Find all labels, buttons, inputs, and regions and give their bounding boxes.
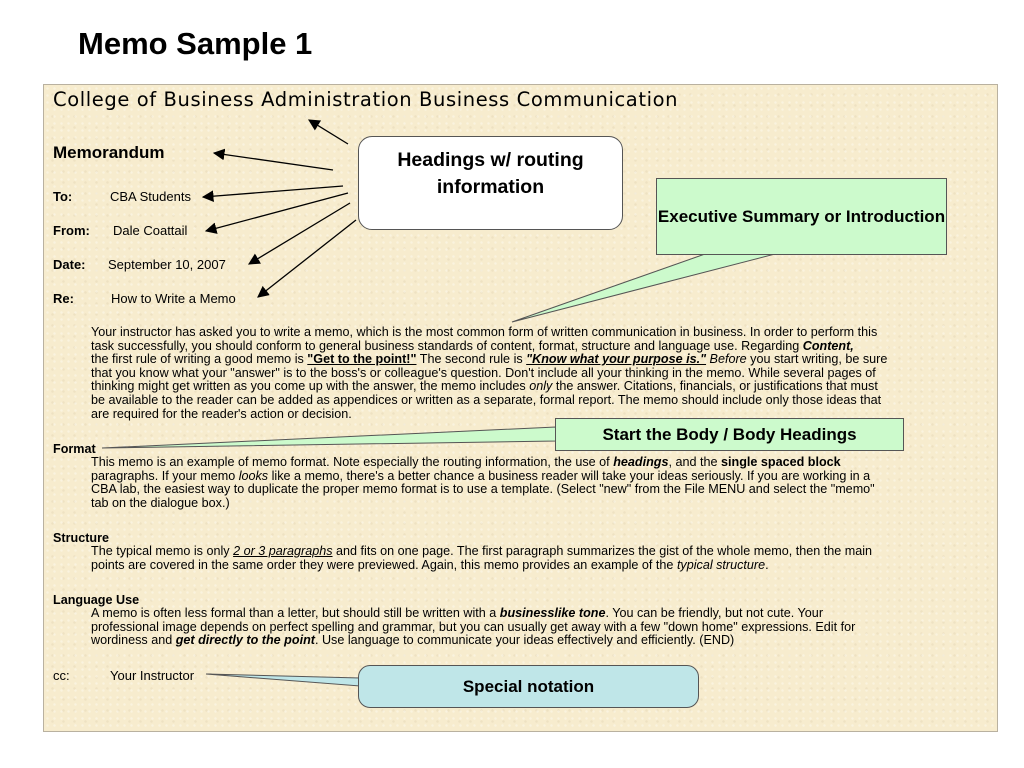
routing-arrows	[203, 120, 356, 297]
arrow-to-from	[206, 193, 348, 231]
intro-paragraph: Your instructor has asked you to write a memo, which is the most common form of written communication in business. In order to perform this task successfully, you should conform to general business standards of content, format, structure and language use. Regarding Content, the first rule of writing a good memo is "Get to the point!" The second rule is "Know what your purpose is." Before you start writing, be sure that you know what your "answer" is to the boss's or colleague's question. Don't include all your thinking in the memo. While several pages of thinking might get written as you come up with the answer, the memo includes only the answer. Citations, financials, or justifications that must be available to the reader can be added as appendices or written as a separate, formal report. The memo should include only those ideas that are required for the reader's action or decision.	[91, 325, 888, 421]
callout-routing-headings: Headings w/ routing information	[358, 136, 623, 230]
format-paragraph: This memo is an example of memo format. Note especially the routing information, the use of headings, and the single spaced block paragraphs. If your memo looks like a memo, there's a better chance a business reader will take your ideas seriously. If you are working in a CBA lab, the easiest way to duplicate the proper memo format is to use a template. (Select "new" from the File MENU and select the "memo" tab on the dialogue box.)	[91, 455, 875, 510]
from-value: Dale Coattail	[113, 223, 188, 238]
slide-title: Memo Sample 1	[78, 26, 313, 61]
cc-label: cc:	[53, 668, 70, 683]
special-pointer	[206, 674, 360, 686]
callout-body-headings: Start the Body / Body Headings	[555, 418, 904, 451]
to-value: CBA Students	[110, 189, 191, 204]
language-paragraph: A memo is often less formal than a letter, but should still be written with a businesslike tone. You can be friendly, but not cute. Your professional image depends on perfect spelling and grammar, but you can usually get away with a few "down home" expressions. Edit for wordiness and get directly to the point. Use language to communicate your ideas effectively and efficiently. (END)	[91, 606, 856, 648]
callout-executive-summary: Executive Summary or Introduction	[656, 178, 947, 255]
re-value: How to Write a Memo	[111, 291, 236, 306]
from-label: From:	[53, 223, 90, 238]
re-label: Re:	[53, 291, 74, 306]
cc-value: Your Instructor	[110, 668, 195, 683]
format-heading: Format	[53, 442, 96, 456]
exec-summary-pointer	[512, 254, 775, 322]
date-value: September 10, 2007	[108, 257, 226, 272]
arrow-to-re	[258, 220, 356, 297]
language-heading: Language Use	[53, 593, 140, 607]
date-label: Date:	[53, 257, 86, 272]
arrow-to-date	[249, 203, 350, 264]
body-pointer	[102, 427, 556, 448]
arrow-to-college	[309, 120, 348, 144]
memorandum-heading: Memorandum	[53, 143, 165, 162]
arrow-to-to	[203, 186, 343, 197]
structure-paragraph: The typical memo is only 2 or 3 paragraphs and fits on one page. The first paragraph summarizes the gist of the whole memo, then the main points are covered in the same order they were previewed. Again, this memo provides an example of the typical structure.	[91, 544, 873, 572]
college-header: College of Business Administration Business Communication	[53, 88, 679, 111]
callout-special-notation: Special notation	[358, 665, 699, 708]
arrow-to-memorandum	[214, 153, 333, 170]
structure-heading: Structure	[53, 531, 109, 545]
to-label: To:	[53, 189, 73, 204]
